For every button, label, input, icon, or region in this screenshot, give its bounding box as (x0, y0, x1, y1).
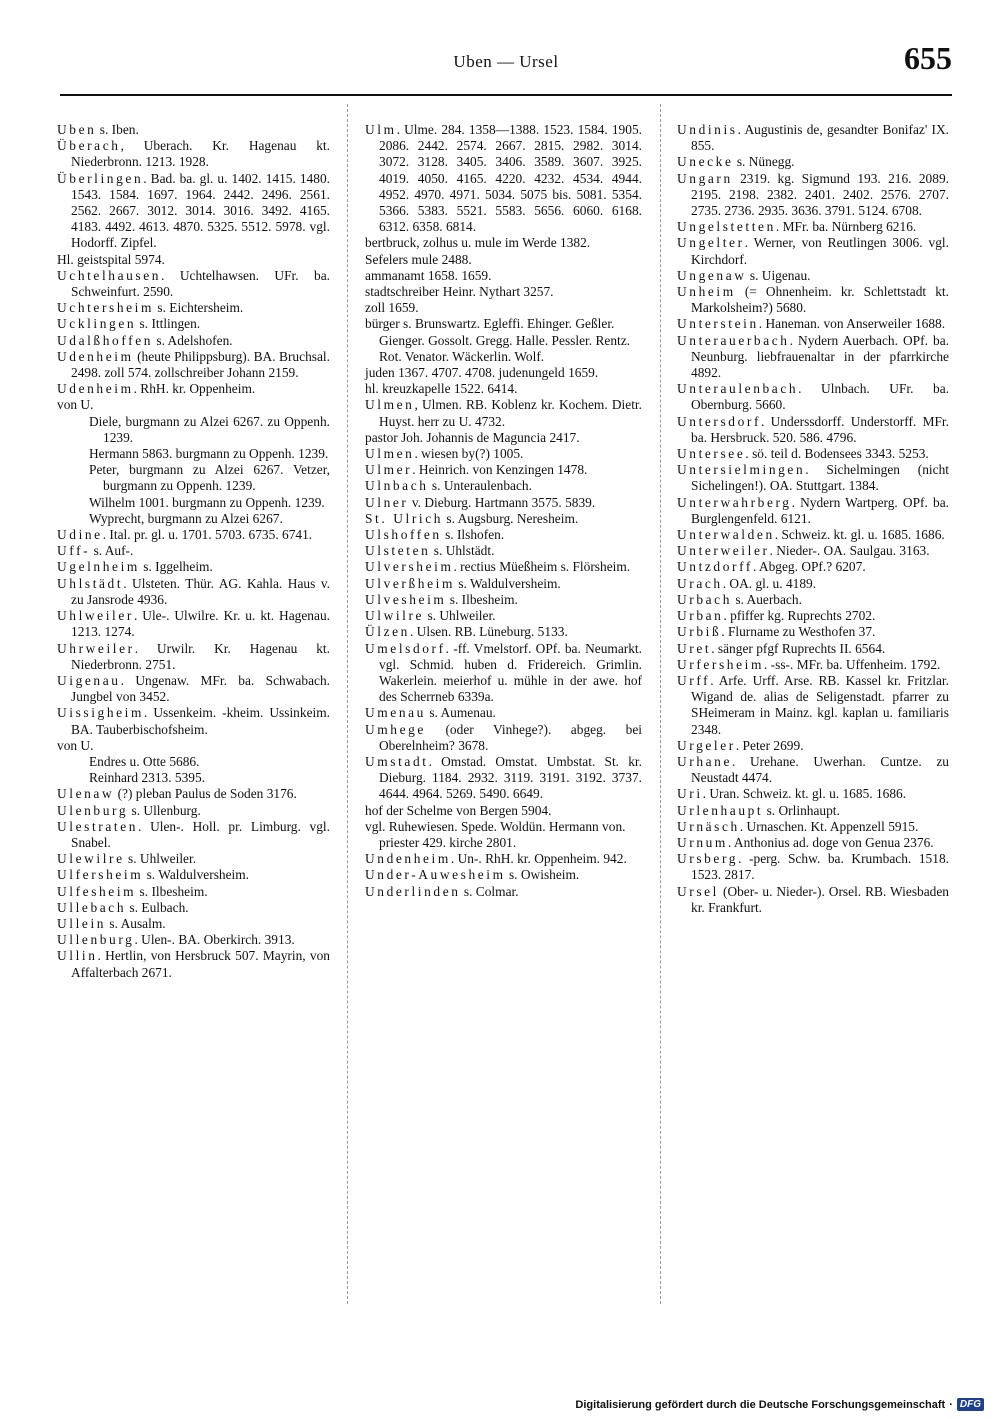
index-entry (365, 884, 642, 900)
entry-text: . Heinrich. von Kenzingen 1478. (412, 462, 588, 478)
index-entry (365, 592, 642, 608)
index-entry (677, 819, 949, 835)
index-entry (677, 268, 949, 284)
entry-text: s. Ilbesheim. (136, 883, 208, 899)
entry-text: s. Iggelheim. (139, 559, 213, 575)
sub-entry: Hl. geistspital 5974. (57, 251, 165, 267)
entry-headword: Ulsteten (365, 543, 431, 559)
entry-headword: Ullin (57, 948, 98, 964)
index-entry (57, 333, 330, 349)
entry-text: . Urehane. Uwerhan. Cuntze. zu Neustadt 4474. (691, 753, 949, 786)
index-entry (57, 381, 330, 397)
entry-headword: Undinis (677, 122, 738, 137)
entry-text: . Urnaschen. Kt. Appenzell 5915. (739, 818, 919, 834)
index-entry (677, 543, 949, 559)
entry-text: . Hertlin, von Hersbruck 507. Mayrin, von Affalterbach 2671. (71, 948, 330, 980)
entry-text: . Ulen-. BA. Oberkirch. 3913. (134, 932, 295, 948)
index-entry (677, 527, 949, 543)
index-entry (365, 722, 642, 754)
entry-headword: Uhlweiler (57, 608, 134, 624)
index-entry (57, 819, 330, 851)
entry-text: . -perg. Schw. ba. Krumbach. 1518. 1523. 2817. (691, 851, 949, 883)
entry-text: s. Eulbach. (126, 899, 189, 915)
sub-entry: bürger s. Brunswartz. Egleffi. Ehinger. Geßler. Gienger. Gossolt. Gregg. Halle. Pessler. Rentz. Rot. Venator. Wäckerlin. Wolf. (365, 316, 631, 364)
entry-headword: Ulewilre (57, 851, 125, 867)
index-entry (57, 948, 330, 980)
index-entry (677, 608, 949, 624)
index-entry (677, 495, 949, 527)
entry-headword: Ulwilre (365, 608, 425, 624)
person-sub-entry: Reinhard 2313. 5395. (89, 770, 206, 786)
entry-headword: Unterauerbach (677, 332, 790, 348)
index-entry (677, 851, 949, 883)
sub-entry: pastor Joh. Johannis de Maguncia 2417. (365, 429, 580, 445)
index-entry (677, 592, 949, 608)
entry-text: . Peter 2699. (735, 737, 804, 753)
index-entry (57, 803, 330, 819)
entry-text: . sö. teil d. Bodensees 3343. 5253. (745, 446, 929, 462)
entry-text: . -ss-. MFr. ba. Uffenheim. 1792. (763, 656, 941, 672)
index-entry (365, 624, 642, 640)
entry-text: s. Augsburg. Neresheim. (443, 510, 579, 526)
text-column-3 (677, 122, 949, 916)
entry-headword: Ungelstetten (677, 219, 776, 235)
entry-text: s. Auerbach. (732, 591, 802, 607)
index-entry (57, 884, 330, 900)
entry-headword: Ullein (57, 915, 107, 931)
sub-entry: vgl. Ruhewiesen. Spede. Woldün. Hermann von. priester 429. kirche 2801. (365, 818, 626, 850)
sub-entry: von U. (57, 737, 94, 753)
index-entry (365, 122, 642, 235)
entry-text: . Haneman. von Anserweiler 1688. (758, 316, 946, 332)
sub-entry: Sefelers mule 2488. (365, 251, 472, 267)
entry-headword: Untersee (677, 446, 746, 462)
entry-text: . Nydern Wartperg. OPf. ba. Burglengenfeld. 6121. (691, 494, 949, 526)
entry-text: . OA. gl. u. 4189. (722, 575, 817, 591)
entry-text: . Augustinis de, gesandter Bonifaz' IX. 855. (691, 122, 949, 154)
index-entry (365, 446, 642, 462)
footer-credit: Digitalisierung gefördert durch die Deutsche Forschungsgemeinschaft (575, 1398, 946, 1411)
entry-text: . pfiffer kg. Ruprechts 2702. (723, 608, 876, 624)
entry-headword: Uret (677, 640, 712, 656)
index-entry (365, 608, 642, 624)
entry-text: s. Waldulversheim. (143, 867, 250, 883)
index-entry (677, 171, 949, 220)
index-entry (365, 705, 642, 721)
entry-headword: Überach (57, 138, 121, 154)
index-entry (677, 657, 949, 673)
index-entry (57, 608, 330, 640)
entry-headword: Umstadt (365, 753, 429, 769)
entry-headword: Urbiß (677, 624, 722, 640)
entry-headword: Ulnbach (365, 478, 429, 494)
entry-headword: Urff (677, 672, 711, 688)
entry-headword: Ursel (677, 883, 720, 899)
entry-text: . rectius Müeßheim s. Flörsheim. (453, 559, 631, 575)
entry-headword: Ugelnheim (57, 559, 140, 575)
person-sub-entry: Peter, burgmann zu Alzei 6267. Vetzer, burgmann zu Oppenh. 1239. (89, 462, 330, 494)
index-entry (677, 803, 949, 819)
entry-headword: Ulshoffen (365, 527, 442, 543)
entry-headword: Urfersheim (677, 656, 764, 672)
entry-text: s. Uhlstädt. (430, 543, 495, 559)
index-entry (57, 576, 330, 608)
entry-text: . MFr. ba. Nürnberg 6216. (775, 219, 917, 235)
entry-text: s. Adelshofen. (153, 332, 233, 348)
entry-text: . Un-. RhH. kr. Oppenheim. 942. (450, 851, 627, 867)
entry-text: . Underssdorff. Understorff. MFr. ba. Hersbruck. 520. 586. 4796. (691, 413, 949, 445)
entry-headword: Ucklingen (57, 316, 137, 332)
entry-text: . Ungenaw. MFr. ba. Schwabach. Jungbel von 3452. (71, 672, 330, 705)
index-entry (677, 446, 949, 462)
entry-text: 2319. kg. Sigmund 193. 216. 2089. 2195. 2198. 2382. 2401. 2402. 2576. 2707. 2735. 2736. 2935. 3636. 3791. 5124. 6708. (691, 170, 949, 219)
sub-entry: ammanamt 1658. 1659. (365, 267, 492, 283)
running-title: Uben — Ursel (453, 52, 559, 71)
index-entry (677, 316, 949, 332)
entry-headword: Ungelter (677, 235, 745, 251)
index-entry (57, 171, 330, 252)
entry-headword: Ulvesheim (365, 591, 447, 607)
index-entry (677, 673, 949, 738)
entry-text: . Nieder-. OA. Saulgau. 3163. (769, 543, 930, 559)
index-entry (57, 900, 330, 916)
entry-headword: Umhege (365, 721, 426, 737)
entry-headword: Uissigheim (57, 705, 145, 721)
index-entry (677, 284, 949, 316)
entry-headword: Urnum (677, 834, 728, 850)
sub-entry: bertbruck, zolhus u. mule im Werde 1382. (365, 235, 591, 251)
sub-entry: hl. kreuzkapelle 1522. 6414. (365, 381, 518, 397)
entry-text: s. Ilshofen. (441, 527, 505, 543)
sub-entry: zoll 1659. (365, 300, 419, 316)
index-entry (677, 641, 949, 657)
index-entry (365, 576, 642, 592)
entry-headword: Ulfesheim (57, 883, 137, 899)
index-entry (677, 333, 949, 382)
entry-headword: Ursberg (677, 851, 739, 867)
index-entry (677, 235, 949, 267)
header-rule (60, 94, 952, 96)
index-entry (57, 349, 330, 381)
index-entry (365, 462, 642, 478)
index-entry (57, 138, 330, 170)
entry-text: . Sichelmingen (nicht Sichelingen!). OA. Stuttgart. 1384. (691, 462, 949, 494)
entry-text: s. Ullenburg. (128, 802, 201, 818)
entry-headword: Untersielmingen (677, 462, 806, 478)
sub-entry: von U. (57, 397, 94, 413)
entry-headword: Ulmen (365, 397, 415, 413)
entry-text: . Nydern Auerbach. OPf. ba. Neunburg. liebfrauenaltar in der pfarrkirche 4892. (691, 332, 949, 381)
entry-text: s. Owisheim. (505, 867, 580, 883)
entry-text: , Ulmen. RB. Koblenz kr. Kochem. Dietr. Huyst. herr zu U. 4732. (379, 397, 642, 429)
sub-entry: hof der Schelme von Bergen 5904. (365, 802, 552, 818)
index-entry (57, 641, 330, 673)
entry-headword: Uhlstädt (57, 575, 124, 591)
text-column-1 (57, 122, 330, 981)
entry-text: . Ulnbach. UFr. ba. Obernburg. 5660. (691, 381, 949, 413)
index-entry (365, 527, 642, 543)
entry-text: . -ff. Vmelstorf. OPf. ba. Neumarkt. vgl. Schmid. huben d. Fridereich. Grimlin. Wakerlein. meierhof u. mühle in der awe. hof des Scherrneb 6339a. (379, 640, 642, 705)
entry-headword: Umenau (365, 705, 426, 721)
entry-headword: Unteraulenbach (677, 381, 799, 397)
entry-headword: Ullebach (57, 899, 127, 915)
entry-headword: Udenheim (57, 381, 134, 397)
index-entry (365, 495, 642, 511)
entry-text: . Arfe. Urff. Arse. RB. Kassel kr. Fritzlar. Wigand de. alias de Seligenstadt. pfarrer zu SHeimeram in Mainz. kgl. kaplan u. familiaris 2348. (691, 672, 949, 737)
entry-headword: Ulner (365, 494, 409, 510)
index-entry (677, 754, 949, 786)
entry-headword: Uchtelhausen (57, 267, 162, 283)
entry-headword: Under-Auwesheim (365, 867, 506, 883)
entry-headword: Urgeler (677, 737, 736, 753)
index-entry (57, 867, 330, 883)
index-entry (677, 738, 949, 754)
person-sub-entry: Hermann 5863. burgmann zu Oppenh. 1239. (89, 446, 329, 462)
entry-headword: Ungarn (677, 170, 733, 186)
entry-headword: Ulmer (365, 462, 413, 478)
entry-headword: Uhrweiler (57, 640, 135, 656)
index-entry (677, 122, 949, 154)
index-entry (57, 786, 330, 802)
entry-text: (?) pleban Paulus de Soden 3176. (114, 786, 297, 802)
entry-text: v. Dieburg. Hartmann 3575. 5839. (408, 494, 596, 510)
entry-text: . Ule-. Ulwilre. Kr. u. kt. Hagenau. 1213. 1274. (71, 608, 330, 640)
entry-text: . Ulme. 284. 1358—1388. 1523. 1584. 1905. 2086. 2442. 2574. 2667. 2815. 2982. 3014. 3072. 3128. 3405. 3406. 3589. 3607. 3925. 4019. 4050. 4165. 4220. 4232. 4534. 4944. 4952. 4970. 4971. 5034. 5075 bis. 5081. 5354. 5366. 5383. 5521. 5583. 5656. 6060. 6168. 6312. 6358. 6814. (379, 122, 642, 235)
entry-text: s. Auf-. (90, 543, 134, 559)
entry-text: s. Colmar. (460, 883, 519, 899)
entry-text: s. Uigenau. (746, 267, 811, 283)
person-sub-entry: Diele, burgmann zu Alzei 6267. zu Oppenh. 1239. (89, 413, 330, 445)
entry-headword: Underlinden (365, 883, 461, 899)
entry-headword: Ulenaw (57, 786, 115, 802)
entry-headword: Untersdorf (677, 413, 762, 429)
index-entry (57, 268, 330, 300)
entry-text: . Flurname zu Westhofen 37. (721, 624, 876, 640)
index-entry (677, 624, 949, 640)
entry-headword: Ulfersheim (57, 867, 144, 883)
index-entry (677, 381, 949, 413)
index-entry (57, 932, 330, 948)
entry-text: . Abgeg. OPf.? 6207. (752, 559, 866, 575)
entry-text: . Ital. pr. gl. u. 1701. 5703. 6735. 6741. (102, 527, 313, 543)
entry-headword: Uchtersheim (57, 300, 155, 316)
entry-text: s. Uhlweiler. (124, 851, 197, 867)
entry-text: s. Aumenau. (425, 705, 496, 721)
sub-entry: juden 1367. 4707. 4708. judenungeld 1659. (365, 365, 599, 381)
entry-text: . Ulsen. RB. Lüneburg. 5133. (409, 624, 568, 640)
entry-text: s. Ilbesheim. (446, 591, 518, 607)
entry-text: (= Ohnenheim. kr. Schlettstadt kt. Markolsheim?) 5680. (691, 284, 949, 316)
index-entry (57, 543, 330, 559)
entry-text: s. Ausalm. (106, 915, 166, 931)
entry-text: . Uran. Schweiz. kt. gl. u. 1685. 1686. (702, 786, 907, 802)
index-entry (57, 316, 330, 332)
entry-headword: Uigenau (57, 672, 121, 688)
entry-text: s. Waldulversheim. (454, 575, 561, 591)
entry-text: . Omstad. Omstat. Umbstat. St. kr. Dieburg. 1184. 2932. 3119. 3191. 3192. 3737. 4644. 4964. 5269. 5490. 6649. (379, 753, 642, 802)
entry-text: , Uberach. Kr. Hagenau kt. Niederbronn. 1213. 1928. (71, 138, 330, 170)
entry-text: (heute Philippsburg). BA. Bruchsal. 2498. zoll 574. zollschreiber Johann 2159. (71, 348, 330, 381)
entry-headword: Urban (677, 608, 724, 624)
index-entry (365, 397, 642, 429)
text-column-2 (365, 122, 642, 900)
index-entry (57, 559, 330, 575)
entry-headword: Unterweiler (677, 543, 770, 559)
entry-text: s. Iben. (96, 122, 139, 137)
entry-headword: Ulmen (365, 446, 415, 462)
index-entry (365, 851, 642, 867)
index-entry (677, 219, 949, 235)
entry-text: s. Uhlweiler. (424, 608, 496, 624)
entry-headword: Untzdorff (677, 559, 753, 575)
index-entry (677, 884, 949, 916)
person-sub-entry: Wyprecht, burgmann zu Alzei 6267. (89, 510, 283, 526)
entry-text: (Ober- u. Nieder-). Orsel. RB. Wiesbaden kr. Frankfurt. (691, 883, 949, 915)
entry-headword: Unecke (677, 154, 734, 170)
entry-text: . Ussenkeim. -kheim. Ussinkeim. BA. Tauberbischofsheim. (71, 705, 330, 737)
entry-headword: Ulverßheim (365, 575, 455, 591)
index-entry (57, 705, 330, 737)
entry-headword: Ülzen (365, 624, 410, 640)
index-entry (57, 916, 330, 932)
entry-headword: Ulm (365, 122, 397, 137)
entry-text: . Urwilr. Kr. Hagenau kt. Niederbronn. 2751. (71, 640, 330, 672)
index-entry (677, 576, 949, 592)
column-divider (660, 104, 661, 1304)
digitization-footer: Digitalisierung gefördert durch die Deutsche Forschungsgemeinschaft · DFG (575, 1398, 984, 1411)
sub-entry: stadtschreiber Heinr. Nythart 3257. (365, 284, 554, 300)
entry-text: . Uchtelhawsen. UFr. ba. Schweinfurt. 2590. (71, 267, 330, 300)
column-divider (347, 104, 348, 1304)
index-entry (365, 641, 642, 706)
entry-text: s. Nünegg. (733, 154, 795, 170)
index-entry (365, 511, 642, 527)
index-entry (365, 559, 642, 575)
entry-headword: Udenheim (57, 348, 134, 364)
entry-headword: Ulenburg (57, 802, 129, 818)
entry-text: s. Orlinhaupt. (763, 802, 840, 818)
dfg-logo: DFG (957, 1398, 984, 1411)
entry-headword: Überlingen (57, 170, 144, 186)
entry-headword: Ullenburg (57, 932, 135, 948)
entry-text: . Schweiz. kt. gl. u. 1685. 1686. (774, 527, 945, 543)
entry-headword: Unheim (677, 284, 736, 300)
index-entry (677, 462, 949, 494)
entry-headword: Urbach (677, 591, 733, 607)
entry-text: . wiesen by(?) 1005. (414, 446, 524, 462)
entry-headword: Umelsdorf (365, 640, 446, 656)
entry-text: (oder Vinhege?). abgeg. bei Oberelnheim? 3678. (379, 721, 642, 753)
index-entry (365, 754, 642, 803)
page-header (60, 40, 952, 92)
index-entry (57, 851, 330, 867)
entry-headword: Udine (57, 527, 103, 543)
entry-text: . Anthonius ad. doge von Genua 2376. (727, 834, 934, 850)
entry-text: . sänger pfgf Ruprechts II. 6564. (711, 640, 886, 656)
index-entry (677, 154, 949, 170)
entry-headword: Uri (677, 786, 703, 802)
entry-headword: Undenheim (365, 851, 451, 867)
entry-text: . Ulen-. Holl. pr. Limburg. vgl. Snabel. (71, 818, 330, 850)
entry-headword: Urhane (677, 753, 733, 769)
person-sub-entry: Wilhelm 1001. burgmann zu Oppenh. 1239. (89, 494, 325, 510)
entry-text: s. Ittlingen. (136, 316, 201, 332)
index-entry (677, 835, 949, 851)
entry-headword: Unterwahrberg (677, 494, 792, 510)
entry-headword: Uben (57, 122, 97, 137)
page-number: 655 (904, 40, 952, 76)
index-entry (365, 543, 642, 559)
index-entry (677, 559, 949, 575)
entry-text: . RhH. kr. Oppenheim. (133, 381, 256, 397)
person-sub-entry: Endres u. Otte 5686. (89, 753, 200, 769)
entry-text: . Ulsteten. Thür. AG. Kahla. Haus v. zu Jansrode 4936. (71, 575, 330, 607)
entry-text: . Bad. ba. gl. u. 1402. 1415. 1480. 1543. 1584. 1697. 1964. 2442. 2496. 2561. 2562. 2667. 3012. 3014. 3016. 3492. 4165. 4183. 4492. 4613. 4870. 5325. 5512. 5978. vgl. Hodorff. Zipfel. (71, 170, 330, 251)
entry-headword: Udalßhoffen (57, 332, 154, 348)
index-entry (365, 867, 642, 883)
entry-text: . Werner, von Reutlingen 3006. vgl. Kirchdorf. (691, 235, 949, 267)
entry-headword: Uff- (57, 543, 91, 559)
index-entry (677, 786, 949, 802)
entry-headword: Ulestraten (57, 818, 139, 834)
index-entry (57, 527, 330, 543)
index-entry (57, 673, 330, 705)
entry-headword: Urlenhaupt (677, 802, 764, 818)
entry-text: s. Unteraulenbach. (428, 478, 532, 494)
index-entry (57, 300, 330, 316)
entry-headword: Ulversheim (365, 559, 454, 575)
entry-headword: St. Ulrich (365, 510, 444, 526)
index-entry (365, 478, 642, 494)
entry-headword: Urnäsch (677, 818, 740, 834)
entry-headword: Ungenaw (677, 267, 747, 283)
entry-headword: Unterstein (677, 316, 759, 332)
entry-headword: Urach (677, 575, 723, 591)
entry-text: s. Eichtersheim. (154, 300, 244, 316)
entry-headword: Unterwalden (677, 527, 775, 543)
index-entry (57, 122, 330, 138)
index-entry (677, 414, 949, 446)
